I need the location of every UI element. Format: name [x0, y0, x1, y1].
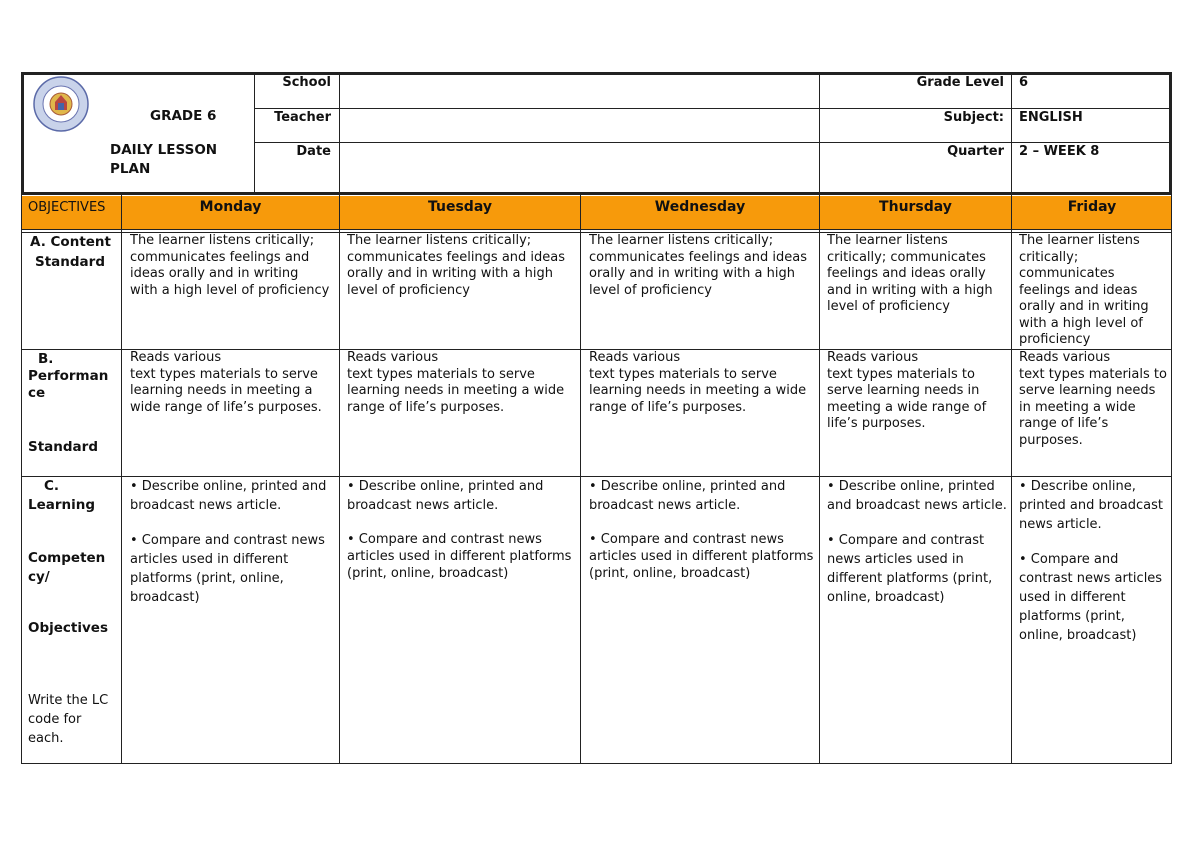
- day-header-wednesday: Wednesday: [654, 199, 746, 215]
- day-header-monday: Monday: [199, 199, 262, 215]
- content-standard-monday: The learner listens critically; communicates feelings and ideas orally and in writing with a high level of proficiency: [130, 233, 330, 298]
- learning-competency-friday: • Describe online, printed and broadcast news article. • Compare and contrast news articles used in different platforms (print, online, broadcast): [1019, 479, 1163, 643]
- grade-level-label: Grade Level: [916, 75, 1004, 90]
- performance-standard-label: B. Performan ce Standard: [28, 351, 109, 455]
- table-line: [21, 195, 22, 764]
- table-line: [339, 195, 340, 764]
- header-row-line: [254, 108, 1170, 109]
- content-standard-label: A. Content Standard: [30, 234, 111, 270]
- header-border-right: [1169, 72, 1172, 195]
- doc-type-title: DAILY LESSON PLAN: [110, 142, 218, 177]
- performance-standard-monday: Reads various text types materials to serve learning needs in meeting a wide range of life’s purposes.: [130, 350, 322, 415]
- objectives-header: OBJECTIVES: [28, 200, 106, 215]
- day-header-thursday: Thursday: [879, 199, 952, 215]
- deped-seal-logo: [33, 76, 89, 132]
- learning-competency-wednesday: • Describe online, printed and broadcast news article. • Compare and contrast news articles used in different platforms (print, online, broadcast): [589, 479, 814, 581]
- content-standard-tuesday: The learner listens critically; communicates feelings and ideas orally and in writing with a high level of proficiency: [347, 233, 566, 298]
- table-line: [1011, 195, 1012, 764]
- subject-label: Subject:: [943, 110, 1004, 125]
- learning-competency-label: C. Learning Competen cy/ Objectives: [28, 478, 108, 636]
- school-label: School: [282, 75, 331, 90]
- day-header-tuesday: Tuesday: [428, 199, 492, 215]
- grade-title: GRADE 6: [150, 108, 217, 124]
- learning-competency-tuesday: • Describe online, printed and broadcast news article. • Compare and contrast news articles used in different platforms (print, online, broadcast): [347, 479, 572, 581]
- header-divider: [254, 75, 255, 192]
- table-line: [21, 763, 1172, 764]
- subject-value: ENGLISH: [1019, 110, 1083, 125]
- table-line: [819, 195, 820, 764]
- table-line: [121, 195, 122, 764]
- day-header-friday: Friday: [1067, 199, 1117, 215]
- header-row-line: [254, 142, 1170, 143]
- header-border-top: [21, 72, 1172, 75]
- header-divider: [1011, 75, 1012, 192]
- learning-competency-monday: • Describe online, printed and broadcast news article. • Compare and contrast news articles used in different platforms (print, online, broadcast): [130, 479, 327, 605]
- header-border-bottom: [21, 192, 1172, 195]
- table-line: [580, 195, 581, 764]
- header-divider: [339, 75, 340, 192]
- quarter-label: Quarter: [947, 144, 1004, 159]
- content-standard-wednesday: The learner listens critically; communicates feelings and ideas orally and in writing with a high level of proficiency: [589, 233, 808, 298]
- school-field[interactable]: [341, 75, 819, 107]
- date-field[interactable]: [341, 144, 819, 192]
- performance-standard-tuesday: Reads various text types materials to serve learning needs in meeting a wide range of life’s purposes.: [347, 350, 565, 415]
- teacher-label: Teacher: [274, 110, 331, 125]
- date-label: Date: [296, 144, 331, 159]
- quarter-value: 2 – WEEK 8: [1019, 144, 1100, 159]
- performance-standard-friday: Reads various text types materials to serve learning needs in meeting a wide range of life’s purposes.: [1019, 350, 1167, 448]
- table-line: [1171, 195, 1172, 764]
- content-standard-thursday: The learner listens critically; communicates feelings and ideas orally and in writing with a high level of proficiency: [827, 233, 993, 314]
- performance-standard-thursday: Reads various text types materials to serve learning needs in meeting a wide range of life’s purposes.: [827, 350, 987, 431]
- performance-standard-wednesday: Reads various text types materials to serve learning needs in meeting a wide range of life’s purposes.: [589, 350, 807, 415]
- learning-competency-thursday: • Describe online, printed and broadcast news article. • Compare and contrast news articles used in different platforms (print, online, broadcast): [827, 479, 1007, 605]
- table-line: [21, 229, 1172, 230]
- header-divider: [819, 75, 820, 192]
- content-standard-friday: The learner listens critically; communicates feelings and ideas orally and in writing with a high level of proficiency: [1019, 233, 1149, 347]
- lc-code-note: Write the LC code for each.: [28, 693, 109, 746]
- teacher-field[interactable]: [341, 110, 819, 142]
- header-border-left: [21, 72, 24, 195]
- grade-level-value: 6: [1019, 75, 1029, 90]
